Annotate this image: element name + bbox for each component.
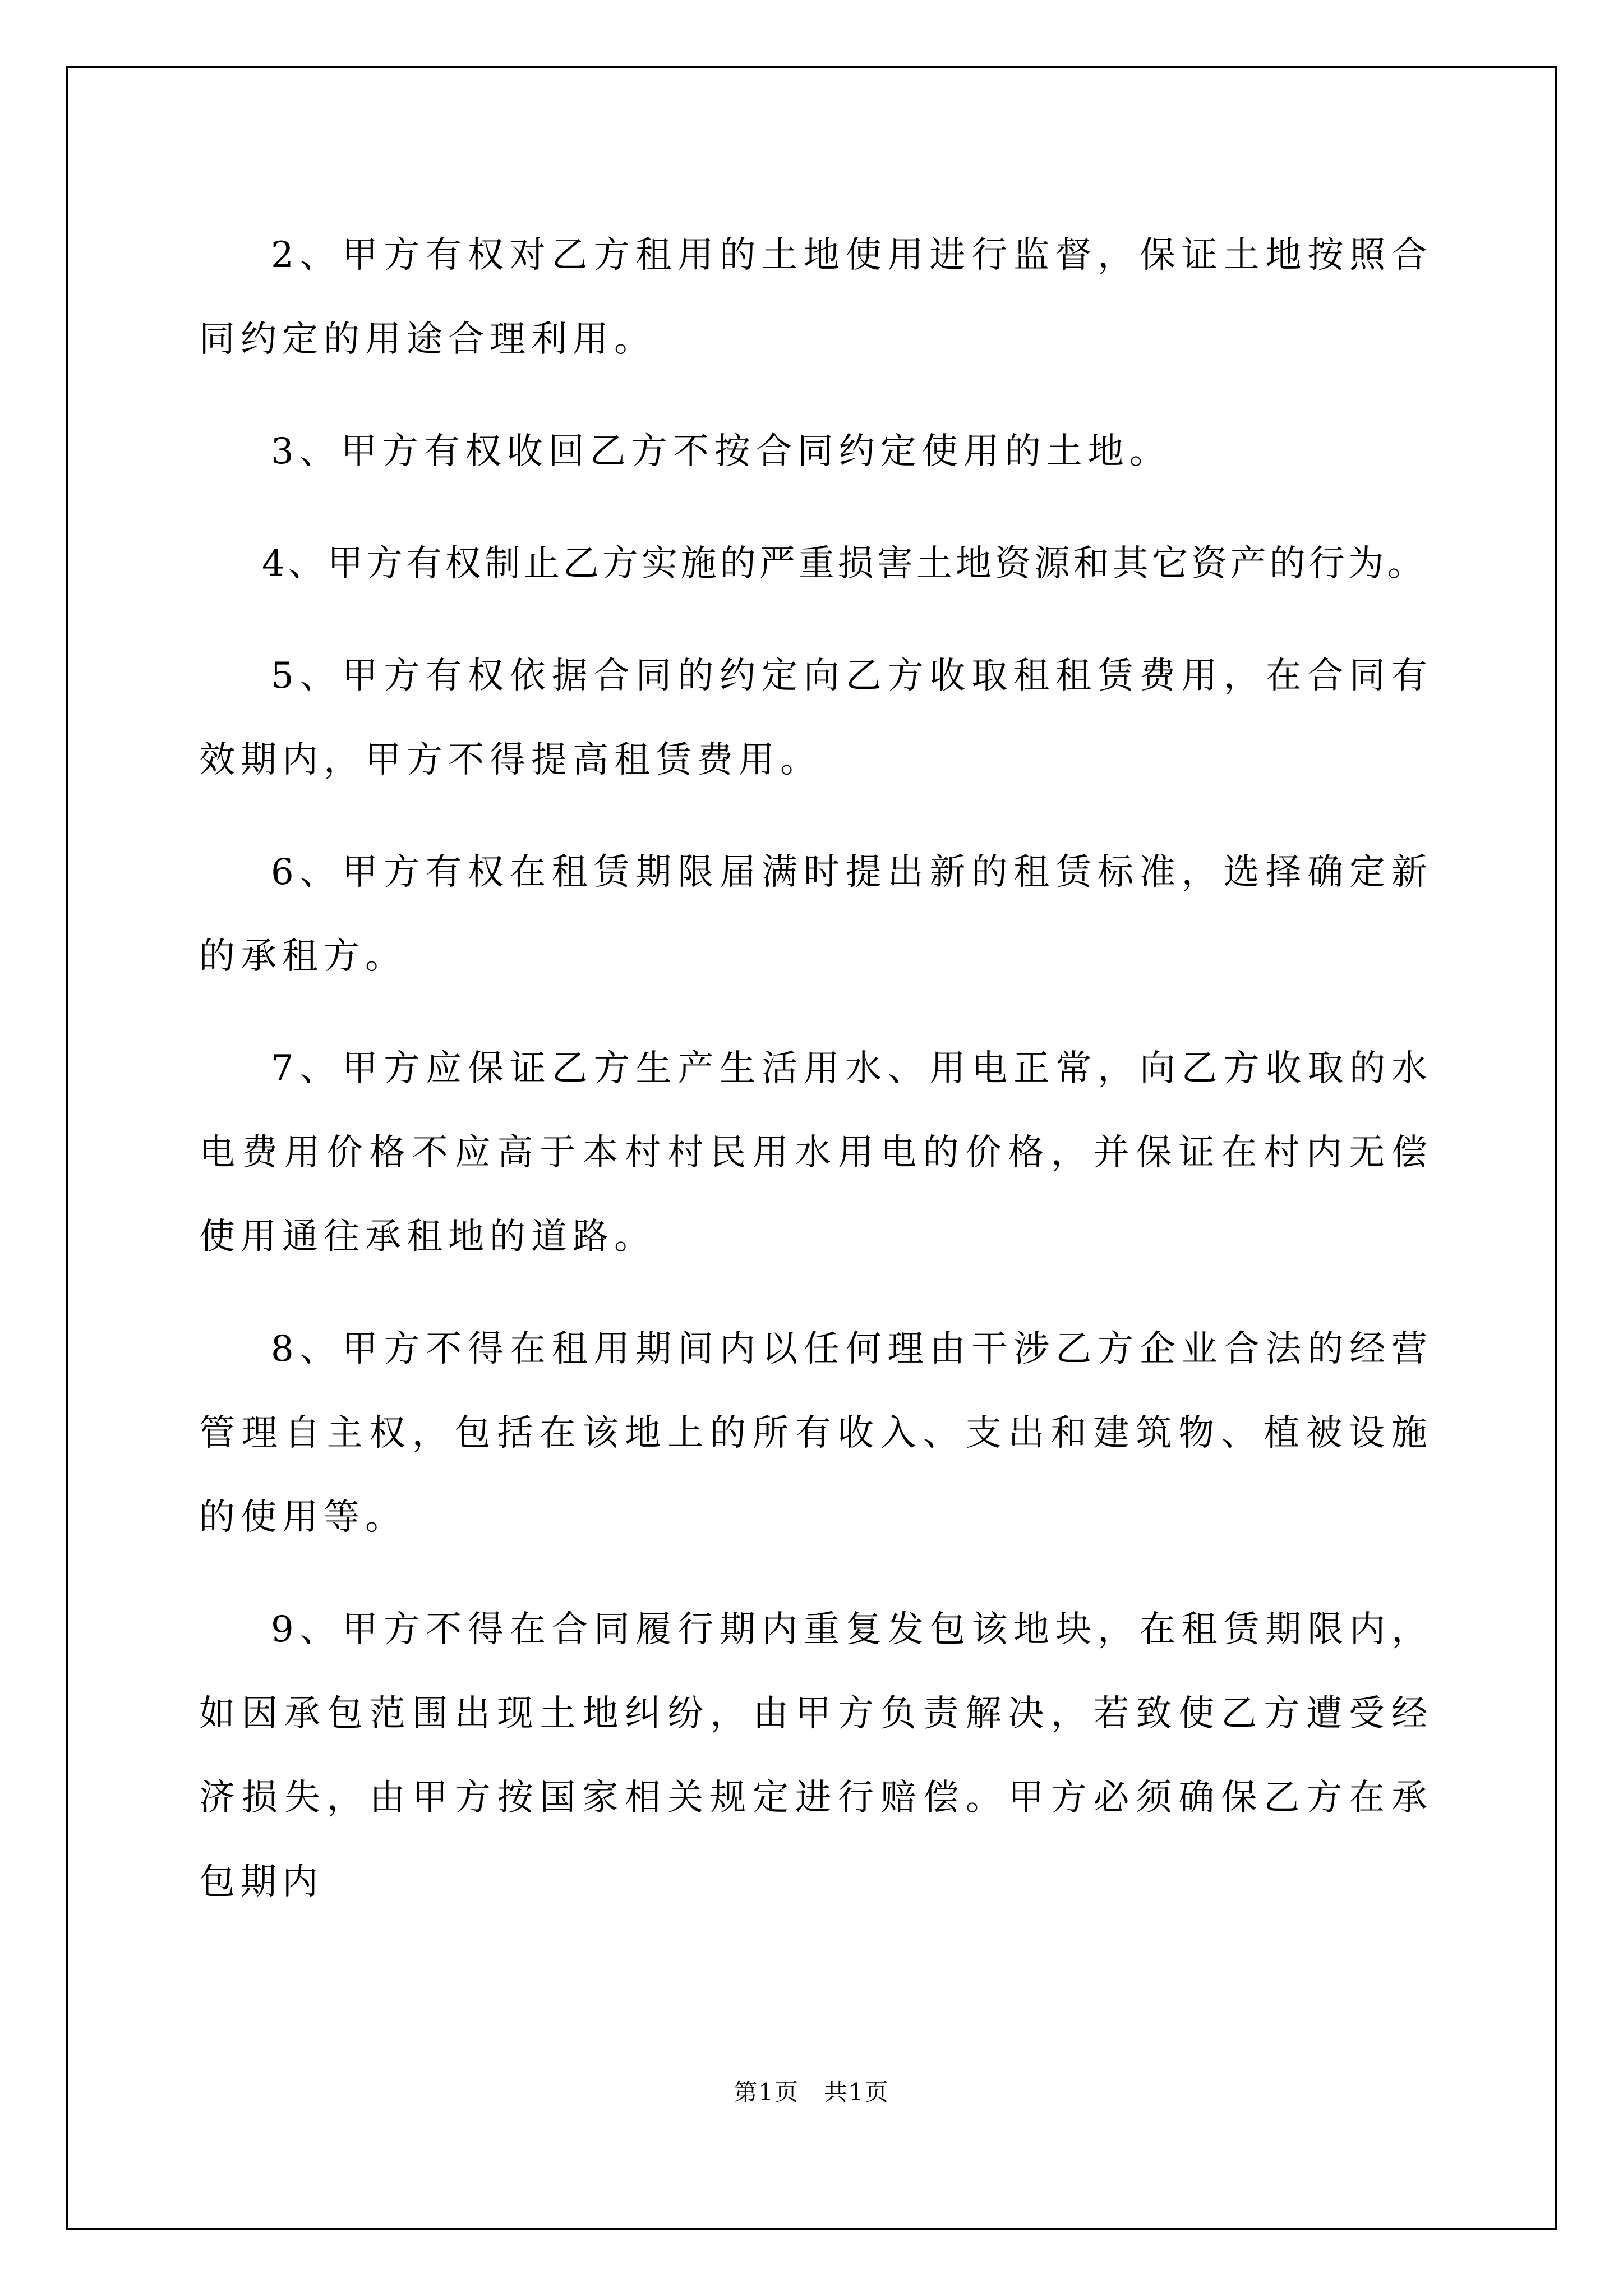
paragraph-clause-6: 6、甲方有权在租赁期限届满时提出新的租赁标准，选择确定新的承租方。 [199, 852, 1433, 977]
paragraph-clause-4: 4、甲方有权制止乙方实施的严重损害土地资源和其它资产的行为。 [262, 543, 1427, 585]
page-footer: 第1页 共1页 [734, 2078, 889, 2106]
paragraph-clause-7: 7、甲方应保证乙方生产生活用水、用电正常，向乙方收取的水电费用价格不应高于本村村民用水用电的价格，并保证在村内无偿使用通往承租地的道路。 [199, 1048, 1433, 1258]
paragraph-clause-3: 3、甲方有权收回乙方不按合同约定使用的土地。 [271, 431, 1171, 472]
paragraph-clause-2: 2、甲方有权对乙方租用的土地使用进行监督，保证土地按照合同约定的用途合理利用。 [199, 234, 1433, 360]
paragraph-clause-8: 8、甲方不得在租用期间内以任何理由干涉乙方企业合法的经营管理自主权，包括在该地上的所有收入、支出和建筑物、植被设施的使用等。 [199, 1328, 1433, 1538]
paragraph-clause-9: 9、甲方不得在合同履行期内重复发包该地块，在租赁期限内，如因承包范围出现土地纠纷，由甲方负责解决，若致使乙方遭受经济损失，由甲方按国家相关规定进行赔偿。甲方必须确保乙方在承包期内 [199, 1609, 1433, 1903]
paragraph-clause-5: 5、甲方有权依据合同的约定向乙方收取租租赁费用，在合同有效期内，甲方不得提高租赁费用。 [199, 655, 1433, 781]
document-body [199, 213, 1433, 1952]
